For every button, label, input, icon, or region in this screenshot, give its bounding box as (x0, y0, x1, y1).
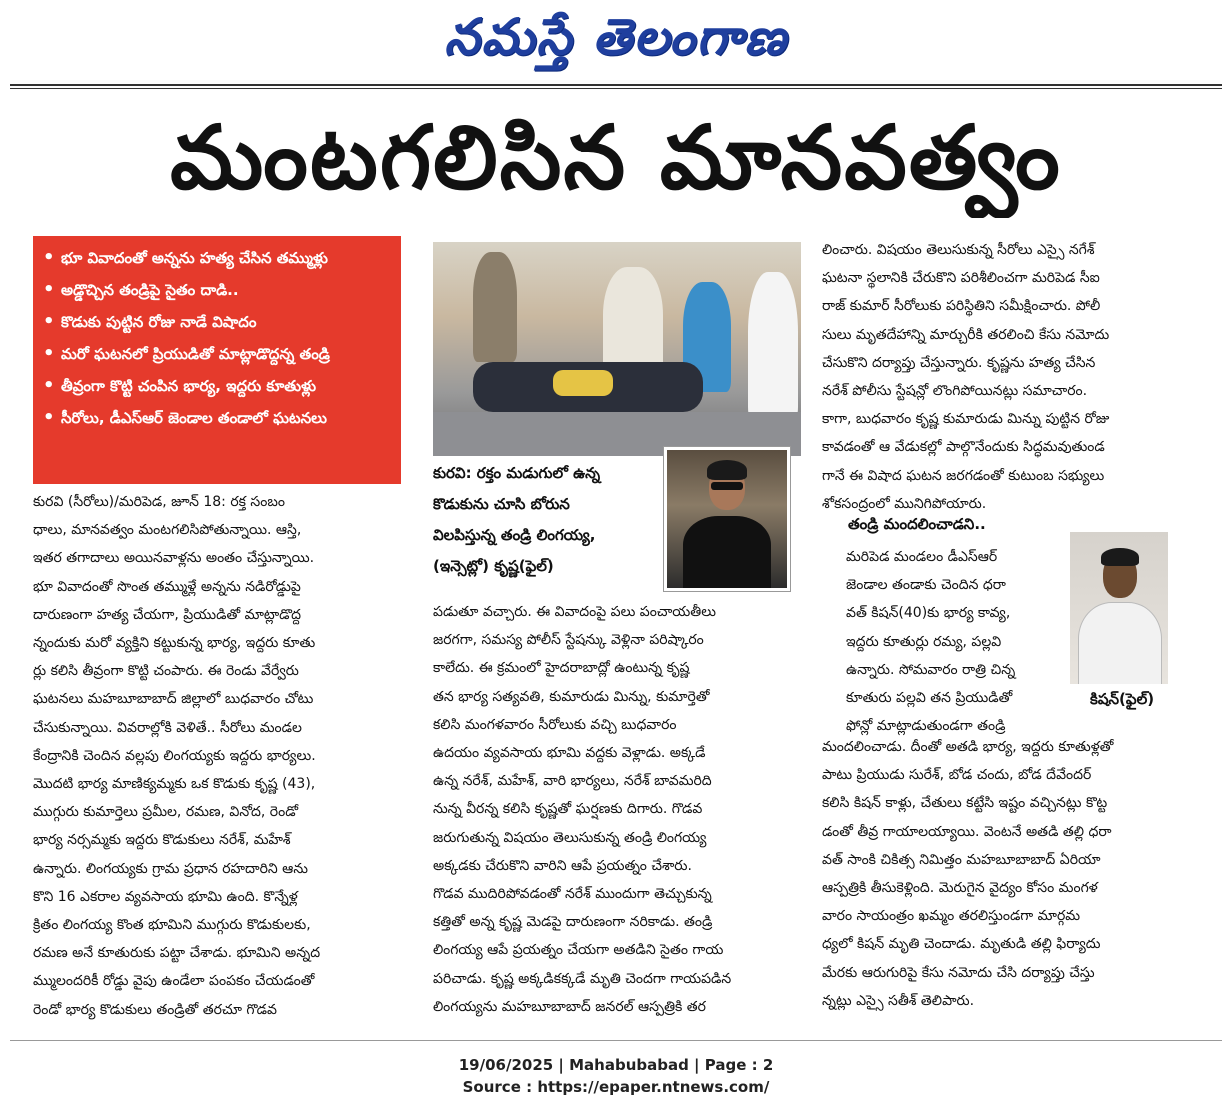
photo-caption: కురవి: రక్తం మడుగులో ఉన్న కొడుకును చూసి బోరున విలపిస్తున్న తండ్రి లింగయ్య, (ఇన్సెట్లో) కృష్ణ(ఫైల్) (433, 464, 601, 575)
text-line: ఉన్నారు. లింగయ్యకు గ్రామ ప్రధాన రహదారిని ఆను (33, 860, 308, 877)
text-line: కేంద్రానికి చెందిన వల్లపు లింగయ్యకు ఇద్దరు భార్యలు. (33, 747, 316, 764)
text-line: కలిసి మంగళవారం సీరోలుకు వచ్చి బుధవారం (433, 716, 677, 733)
text-line: లింగయ్యను మహబూబాబాద్ జనరల్ ఆస్పత్రికి తర (433, 998, 706, 1015)
column-3-mid (846, 543, 1062, 740)
text-line: నున్న వీరన్న కలిసి కృష్ణతో ఘర్షణకు దిగారు. గొడవ (433, 801, 703, 818)
text-line: ఉన్నారు. సోమవారం రాత్రి చిన్న (846, 661, 1016, 678)
text-line: కత్తితో అన్న కృష్ణ మెడపై దారుణంగా నరికాడు. తండ్రి (433, 914, 713, 931)
text-line: అక్కడకు చేరుకొని వారిని ఆపే ప్రయత్నం చేశారు. (433, 857, 692, 874)
text-line: చేసుకున్నాయి. వివరాల్లోకి వెళితే.. సీరోలు మండల (33, 719, 302, 736)
text-line: చేసుకొని దర్యాప్తు చేస్తున్నారు. కృష్ణను హత్య చేసిన (822, 354, 1096, 371)
text-line: మ్ములందరికీ రోడ్డు వైపు ఉండేలా పంపకం చేయడంతో (33, 973, 315, 990)
text-line: మరిపెడ మండలం డీఎస్ఆర్ (846, 549, 998, 565)
text-line: న్నట్లు ఎస్సై సతీశ్ తెలిపారు. (822, 992, 975, 1009)
bullet-icon: • (43, 343, 55, 364)
highlight-item: • కొడుకు పుట్టిన రోజు నాడే విషాదం (43, 306, 393, 338)
text-line: పరిచాడు. కృష్ణ అక్కడికక్కడే మృతి చెందగా గాయపడిన (433, 970, 732, 987)
text-line: ర్లు కలిసి తీవ్రంగా కొట్టి చంపారు. ఈ రెండు వేర్వేరు (33, 663, 299, 680)
text-line: పాటు ప్రియుడు సురేశ్, బోడ చందు, బోడ దేవేందర్ (822, 767, 1092, 784)
text-line: మేరకు ఆరుగురిపై కేసు నమోదు చేసి దర్యాప్తు చేస్తు (822, 964, 1095, 981)
text-line: జరుగుతున్న విషయం తెలుసుకున్న తండ్రి లింగయ్య (433, 829, 707, 846)
column-2 (433, 598, 805, 1021)
bottom-rule (10, 1040, 1222, 1041)
kishan-photo (1070, 532, 1168, 684)
column-3-bottom (822, 733, 1200, 1015)
text-line: జెండాల తండాకు చెందిన ధరా (846, 577, 1006, 594)
bullet-icon: • (43, 375, 55, 396)
column-1 (33, 488, 405, 1024)
bullet-icon: • (43, 279, 55, 300)
text-line: మందలించాడు. దీంతో అతడి భార్య, ఇద్దరు కూతుళ్లతో (822, 739, 1114, 755)
headline: మంటగలిసిన మానవత్వం (170, 106, 1062, 209)
highlight-item: • మరో ఘటనలో ప్రియుడితో మాట్లాడొద్దన్న తండ్రి (43, 338, 393, 370)
text-line: కావడంతో ఆ వేడుకల్లో పాల్గొనేందుకు సిద్ధమవుతుండ (822, 439, 1105, 456)
bullet-icon: • (43, 311, 55, 332)
highlight-item: • తీవ్రంగా కొట్టి చంపిన భార్య, ఇద్దరు కూతుళ్లు (43, 370, 393, 402)
text-line: తన భార్య సత్యవతి, కుమారుడు మిన్ను, కుమార్తెతో (433, 688, 710, 705)
bullet-icon: • (43, 407, 55, 428)
footer-date: 19/06/2025 | Mahabubabad | Page : 2 (458, 1056, 774, 1074)
highlights-box (33, 236, 401, 484)
text-line: భార్య నర్సమ్మకు ఇద్దరు కొడుకులు నరేశ్, మహేశ్ (33, 832, 291, 849)
text-line: కొని 16 ఎకరాల వ్యవసాయ భూమి ఉంది. కొన్నేళ్ల (33, 888, 298, 905)
text-line: కాగా, బుధవారం కృష్ణ కుమారుడు మిన్ను పుట్టిన రోజు (822, 411, 1110, 428)
text-line: దారుణంగా హత్య చేయగా, ప్రియుడితో మాట్లాడొద్ద (33, 606, 301, 623)
text-line: ఇతర తగాదాలు అయినవాళ్లను అంతం చేస్తున్నాయి. (33, 550, 315, 567)
text-line: గొడవ ముదిరిపోవడంతో నరేశ్ ముందుగా తెచ్చుకున్న (433, 886, 712, 903)
subhead: తండ్రి మందలించాడని.. (848, 515, 986, 533)
text-line: రాజ్ కుమార్ సీరోలుకు పరిస్థితిని సమీక్షించారు. పోలీ (822, 298, 1101, 315)
text-line: భూ వివాదంతో సొంత తమ్ముళ్లే అన్నను నడిరోడ్డుపై (33, 578, 301, 595)
text-line: న్నందుకు మరో వ్యక్తిని కట్టుకున్న భార్య, ఇద్దరు కూతు (33, 635, 316, 652)
text-line: కూతురు పల్లవి తన ప్రియుడితో (846, 690, 1013, 707)
text-line: ఉన్న నరేశ్, మహేశ్, వారి భార్యలు, నరేశ్ బావమరిది (433, 773, 712, 790)
inset-photo (664, 447, 790, 591)
highlight-item: • భూ వివాదంతో అన్నను హత్య చేసిన తమ్ముళ్లు (43, 242, 393, 274)
text-line: లించారు. విషయం తెలుసుకున్న సీరోలు ఎస్సై నగేశ్ (822, 242, 1095, 258)
text-line: ఘటనా స్థలానికి చేరుకొని పరిశీలించగా మరిపెడ సీఐ (822, 270, 1100, 287)
bullet-icon: • (43, 247, 55, 268)
masthead-logo: నమస్తే తెలంగాణ (444, 8, 788, 66)
kishan-caption: కిషన్(ఫైల్) (1090, 690, 1155, 708)
text-line: ఉదయం వ్యవసాయ భూమి వద్దకు వెళ్లాడు. అక్కడే (433, 745, 706, 762)
text-line: ధ్యలో కిషన్ మృతి చెందాడు. మృతుడి తల్లి ఫిర్యాదు (822, 936, 1101, 953)
text-line: లింగయ్య ఆపే ప్రయత్నం చేయగా అతడిని సైతం గాయ (433, 942, 724, 959)
text-line: డంతో తీవ్ర గాయాలయ్యాయి. వెంటనే అతడి తల్లి ధరా (822, 823, 1112, 840)
top-rule (10, 84, 1222, 86)
text-line: శోకసంద్రంలో మునిగిపోయారు. (822, 495, 987, 512)
text-line: పడుతూ వచ్చారు. ఈ వివాదంపై పలు పంచాయతీలు (433, 604, 717, 620)
text-line: క్రితం లింగయ్య కొంత భూమిని ముగ్గురు కొడుకులకు, (33, 917, 311, 934)
text-line: ఆస్పత్రికి తీసుకెళ్లింది. మెరుగైన వైద్యం కోసం మంగళ (822, 880, 1098, 897)
text-line: కాలేదు. ఈ క్రమంలో హైదరాబాద్లో ఉంటున్న కృష్ణ (433, 660, 690, 677)
text-line: ముగ్గురు కుమార్తెలు ప్రమీల, రమణ, వినోద, రెండో (33, 804, 299, 821)
highlight-item: • సీరోలు, డీఎస్ఆర్ జెండాల తండాలో ఘటనలు (43, 402, 393, 434)
text-line: వత్ సాంకి చికిత్స నిమిత్తం మహబూబాబాద్ ఏరియా (822, 851, 1101, 868)
text-line: ఫోన్లో మాట్లాడుతుండగా తండ్రి (846, 718, 1006, 735)
text-line: గానే ఈ విషాద ఘటన జరగడంతో కుటుంబ సభ్యులు (822, 467, 1105, 484)
top-rule-thin (10, 88, 1222, 89)
text-line: కలిసి కిషన్ కాళ్లు, చేతులు కట్టేసి ఇష్టం వచ్చినట్లు కొట్ట (822, 795, 1108, 812)
text-line: ఘటనలు మహబూబాబాద్ జిల్లాలో బుధవారం చోటు (33, 691, 314, 708)
text-line: ధాలు, మానవత్వం మంటగలిసిపోతున్నాయి. ఆస్తి, (33, 522, 302, 539)
text-line: వత్ కిషన్(40)కు భార్య కావ్య, (846, 605, 1011, 622)
masthead (0, 0, 1232, 78)
highlight-item: • అడ్డొచ్చిన తండ్రిపై సైతం దాడి.. (43, 274, 393, 306)
text-line: మొదటి భార్య మాణిక్యమ్మకు ఒక కొడుకు కృష్ణ (43), (33, 776, 316, 793)
text-line: కురవి (సీరోలు)/మరిపెడ, జూన్ 18: రక్త సంబం (33, 494, 285, 510)
column-3-top (822, 236, 1200, 518)
text-line: రమణ అనే కూతురుకు పట్టా చేశాడు. భూమిని అన్నద (33, 945, 321, 962)
text-line: జరగగా, సమస్య పోలీస్ స్టేషన్కు వెళ్లినా పరిష్కారం (433, 632, 704, 649)
text-line: రెండో భార్య కొడుకులు తండ్రితో తరచూ గొడవ (33, 1001, 277, 1018)
text-line: ఇద్దరు కూతుర్లు రమ్య, పల్లవి (846, 633, 1002, 650)
text-line: సులు మృతదేహాన్ని మార్చురీకి తరలించి కేసు నమోదు (822, 326, 1110, 343)
text-line: వారం సాయంత్రం ఖమ్మం తరలిస్తుండగా మార్గమ (822, 908, 1081, 925)
news-photo (433, 242, 801, 456)
footer-source: Source : https://epaper.ntnews.com/ (462, 1078, 770, 1096)
text-line: నరేశ్ పోలీసు స్టేషన్లో లొంగిపోయినట్లు సమాచారం. (822, 383, 1088, 400)
